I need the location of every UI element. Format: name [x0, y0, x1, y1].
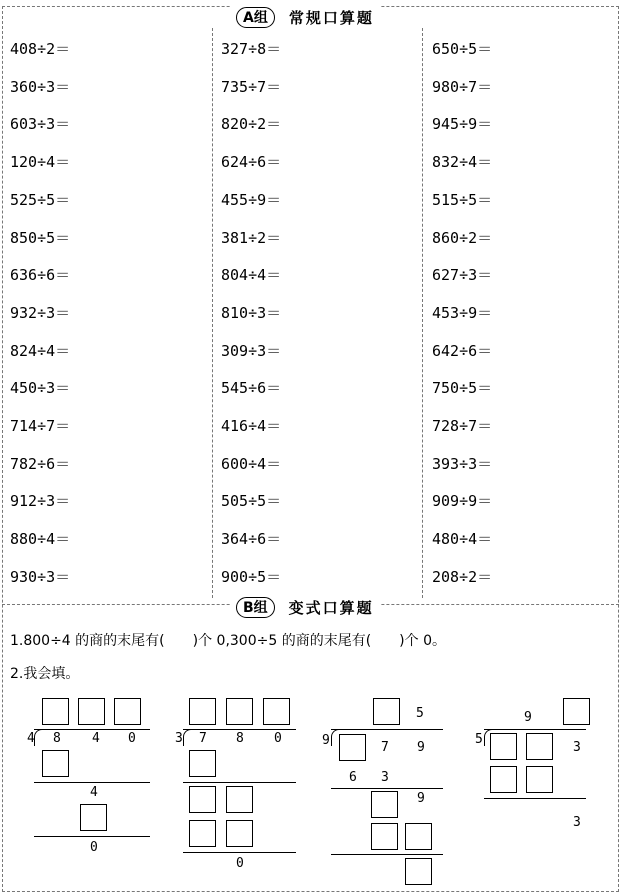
answer-box[interactable] — [189, 750, 216, 777]
equation: 636÷6＝ — [10, 266, 71, 285]
answer-box[interactable] — [189, 820, 216, 847]
division-bracket — [34, 729, 43, 746]
remainder-digit: 3 — [573, 815, 581, 830]
answer-box[interactable] — [80, 804, 107, 831]
equation: 393÷3＝ — [432, 454, 493, 473]
answer-box[interactable] — [563, 698, 590, 725]
equation: 945÷9＝ — [432, 115, 493, 134]
equation: 364÷6＝ — [221, 530, 282, 549]
dividend-digit: 7 — [381, 740, 389, 755]
question-2: 2.我会填。 — [10, 666, 80, 682]
remainder-digit: 0 — [90, 840, 98, 855]
answer-box[interactable] — [490, 766, 517, 793]
equation: 455÷9＝ — [221, 190, 282, 209]
question-1: 1.800÷4 的商的末尾有( )个 0,300÷5 的商的末尾有( )个 0。 — [10, 633, 446, 649]
subtraction-line — [331, 854, 443, 855]
equation: 525÷5＝ — [10, 190, 71, 209]
remainder-digit: 9 — [417, 791, 425, 806]
answer-box[interactable] — [226, 786, 253, 813]
equation: 600÷4＝ — [221, 454, 282, 473]
equation: 650÷5＝ — [432, 40, 493, 58]
quotient-digit: 9 — [524, 710, 532, 725]
equation: 450÷3＝ — [10, 379, 71, 398]
dividend-digit: 3 — [573, 740, 581, 755]
dividend-digit: 9 — [417, 740, 425, 755]
equation: 208÷2＝ — [432, 567, 493, 586]
answer-box[interactable] — [226, 698, 253, 725]
equation: 980÷7＝ — [432, 77, 493, 96]
equation: 850÷5＝ — [10, 228, 71, 247]
dividend-digit: 8 — [236, 731, 244, 746]
equation: 810÷3＝ — [221, 303, 282, 322]
answer-box[interactable] — [526, 733, 553, 760]
subtraction-line — [183, 852, 296, 853]
subtraction-line — [484, 798, 586, 799]
column-divider — [212, 28, 213, 598]
answer-box[interactable] — [114, 698, 141, 725]
dividend-digit: 4 — [92, 731, 100, 746]
equation: 515÷5＝ — [432, 190, 493, 209]
equation: 309÷3＝ — [221, 341, 282, 360]
answer-box[interactable] — [339, 734, 366, 761]
group-a-header — [230, 6, 380, 28]
answer-box[interactable] — [371, 791, 398, 818]
remainder-digit: 4 — [90, 785, 98, 800]
answer-box[interactable] — [42, 698, 69, 725]
quotient-digit: 5 — [416, 706, 424, 721]
dividend-digit: 0 — [274, 731, 282, 746]
equation: 327÷8＝ — [221, 40, 282, 58]
divisor: 4 — [27, 731, 35, 746]
answer-box[interactable] — [490, 733, 517, 760]
answer-box[interactable] — [405, 823, 432, 850]
subtrahend-digit: 3 — [381, 770, 389, 785]
group-b-header — [230, 596, 380, 618]
equation: 453÷9＝ — [432, 303, 493, 322]
equation: 912÷3＝ — [10, 492, 71, 511]
answer-box[interactable] — [78, 698, 105, 725]
subtraction-line — [34, 782, 150, 783]
equation: 381÷2＝ — [221, 228, 282, 247]
equation: 782÷6＝ — [10, 454, 71, 473]
equation: 120÷4＝ — [10, 153, 71, 172]
divisor: 3 — [175, 731, 183, 746]
answer-box[interactable] — [405, 858, 432, 885]
group-b-title: 变式口算题 — [288, 598, 374, 617]
equation: 860÷2＝ — [432, 228, 493, 247]
equation: 642÷6＝ — [432, 341, 493, 360]
equation: 480÷4＝ — [432, 530, 493, 549]
equation: 832÷4＝ — [432, 153, 493, 172]
answer-box[interactable] — [189, 698, 216, 725]
equation: 824÷4＝ — [10, 341, 71, 360]
equation: 603÷3＝ — [10, 115, 71, 134]
division-bracket — [183, 729, 192, 746]
dividend-digit: 8 — [53, 731, 61, 746]
equation: 408÷2＝ — [10, 40, 71, 58]
equation: 930÷3＝ — [10, 567, 71, 586]
answer-box[interactable] — [373, 698, 400, 725]
equation: 909÷9＝ — [432, 492, 493, 511]
equation: 624÷6＝ — [221, 153, 282, 172]
division-bar — [183, 729, 296, 730]
dividend-digit: 7 — [199, 731, 207, 746]
answer-box[interactable] — [371, 823, 398, 850]
group-a-badge: A组 — [236, 7, 275, 28]
subtraction-line — [34, 836, 150, 837]
remainder-digit: 0 — [236, 856, 244, 871]
dividend-digit: 0 — [128, 731, 136, 746]
divisor: 9 — [322, 733, 330, 748]
division-bar — [331, 729, 443, 730]
answer-box[interactable] — [263, 698, 290, 725]
equation: 900÷5＝ — [221, 567, 282, 586]
subtrahend-digit: 6 — [349, 770, 357, 785]
answer-box[interactable] — [42, 750, 69, 777]
equation: 360÷3＝ — [10, 77, 71, 96]
subtraction-line — [331, 788, 443, 789]
equation: 714÷7＝ — [10, 417, 71, 435]
subtraction-line — [183, 782, 296, 783]
group-a-title: 常规口算题 — [288, 8, 374, 27]
equation: 728÷7＝ — [432, 417, 493, 435]
equation: 804÷4＝ — [221, 266, 282, 285]
group-b-badge: B组 — [236, 597, 275, 618]
equation: 416÷4＝ — [221, 417, 282, 435]
equation: 880÷4＝ — [10, 530, 71, 549]
column-divider — [422, 28, 423, 598]
divisor: 5 — [475, 732, 483, 747]
answer-box[interactable] — [226, 820, 253, 847]
equation: 627÷3＝ — [432, 266, 493, 285]
equation: 505÷5＝ — [221, 492, 282, 511]
equation: 820÷2＝ — [221, 115, 282, 134]
equation: 932÷3＝ — [10, 303, 71, 322]
division-bar — [34, 729, 150, 730]
answer-box[interactable] — [189, 786, 216, 813]
equation: 750÷5＝ — [432, 379, 493, 398]
division-bar — [484, 729, 586, 730]
answer-box[interactable] — [526, 766, 553, 793]
equation: 545÷6＝ — [221, 379, 282, 398]
equation: 735÷7＝ — [221, 77, 282, 96]
